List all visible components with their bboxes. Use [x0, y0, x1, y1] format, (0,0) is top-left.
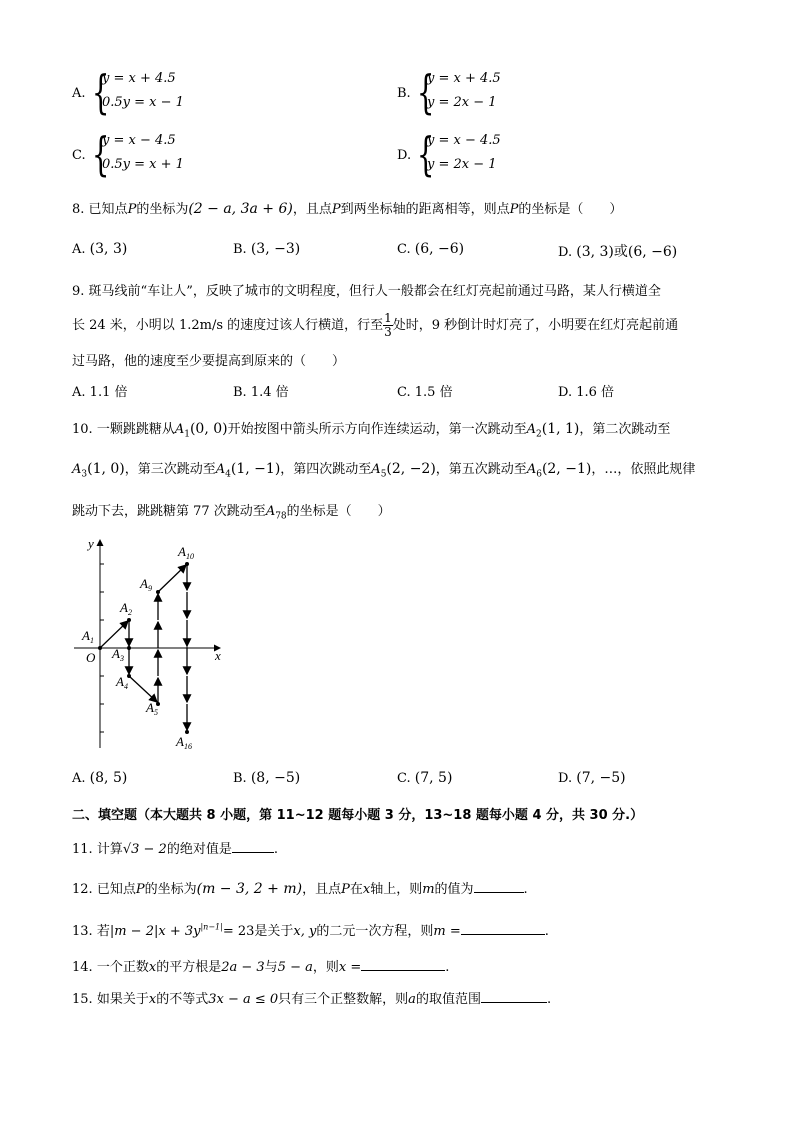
- brace-icon: {: [91, 127, 110, 181]
- y-axis-label: y: [88, 536, 94, 551]
- q8-coord: (2 − a, 3a + 6): [188, 201, 293, 217]
- q8-number: 8.: [72, 202, 85, 217]
- q7-b-label: B.: [397, 86, 411, 101]
- q8-option-d[interactable]: D. (3, 3)或(6, −6): [558, 244, 678, 260]
- label-a3: $A_3$: [112, 646, 124, 663]
- question-14: 14. 一个正数x的平方根是2a − 3与5 − a，则x = .: [72, 960, 450, 975]
- answer-blank[interactable]: [474, 880, 524, 893]
- label-a4: $A_4$: [116, 674, 128, 691]
- q9-line2: [72, 312, 678, 339]
- q10-line3: 跳动下去，跳跳糖第 77 次跳动至$A_{78}$的坐标是（ ）: [72, 504, 391, 522]
- q7-c-eq1: y = x − 4.5: [102, 133, 176, 148]
- q7-d-label: D.: [397, 148, 412, 163]
- answer-blank[interactable]: [361, 958, 445, 971]
- q7-a-label: A.: [72, 86, 86, 101]
- q7-d-eq1: y = x − 4.5: [427, 133, 501, 148]
- q10-line1: 10. 一颗跳跳糖从$A_1(0$, 0)开始按图中箭头所示方向作连续运动，第一次跳动至$A_2(1$, 1)，第二次跳动至: [72, 421, 671, 440]
- question-8: [72, 198, 622, 217]
- q8-text: 的坐标为: [136, 202, 189, 217]
- q8-option-b[interactable]: B. (3, −3): [233, 241, 301, 257]
- brace-icon: {: [416, 127, 435, 181]
- q8-point: P: [331, 202, 341, 217]
- q9-text: 处时，9 秒倒计时灯亮了，小明要在红灯亮起前通: [392, 318, 679, 333]
- question-11: 11. 计算√3 − 2的绝对值是 .: [72, 842, 278, 857]
- q7-b-eq1: y = x + 4.5: [427, 71, 501, 86]
- question-12: 12. 已知点P的坐标为(m − 3, 2 + m)，且点P在x轴上，则m的值为 .: [72, 881, 528, 897]
- answer-blank[interactable]: [232, 840, 274, 853]
- q8-option-c[interactable]: C. (6, −6): [397, 241, 465, 257]
- q10-option-c[interactable]: C. (7, 5): [397, 770, 453, 786]
- brace-icon: {: [416, 65, 435, 119]
- q8-point: P: [509, 202, 519, 217]
- q9-option-a[interactable]: A. 1.1 倍: [72, 385, 128, 400]
- q9-option-d[interactable]: D. 1.6 倍: [558, 385, 615, 400]
- q8-option-a[interactable]: A. (3, 3): [72, 241, 128, 257]
- q8-text: 的坐标是（ ）: [518, 202, 623, 217]
- q10-option-d[interactable]: D. (7, −5): [558, 770, 626, 786]
- brace-icon: {: [91, 65, 110, 119]
- origin-label: O: [86, 650, 96, 665]
- q9-number: 9.: [72, 284, 85, 299]
- q7-a-eq1: y = x + 4.5: [102, 71, 176, 86]
- label-a1: $A_1$: [82, 628, 94, 645]
- label-a16: $A_{16}$: [176, 734, 192, 751]
- label-a2: $A_2$: [120, 600, 132, 617]
- question-15: 15. 如果关于x的不等式3x − a ≤ 0只有三个正整数解，则a的取值范围 .: [72, 992, 552, 1007]
- q8-text: 到两坐标轴的距离相等，则点: [340, 202, 510, 217]
- q9-option-b[interactable]: B. 1.4 倍: [233, 385, 289, 400]
- answer-blank[interactable]: [461, 922, 545, 935]
- q8-text: ，且点: [292, 202, 332, 217]
- section-2-heading: 二、填空题（本大题共 8 小题，第 11~12 题每小题 3 分，13~18 题每小题 4 分，共 30 分.）: [72, 808, 644, 823]
- label-a10: $A_{10}$: [178, 544, 194, 561]
- q9-line1: [72, 280, 661, 299]
- q10-option-b[interactable]: B. (8, −5): [233, 770, 301, 786]
- q10-line2: $A_3(1$, 0)，第三次跳动至$A_4(1$, −1)，第四次跳动至$A_5(2$, −2)，第五次跳动至$A_6(2$, −1)，…，依照此规律: [72, 461, 696, 480]
- q10-option-a[interactable]: A. (8, 5): [72, 770, 128, 786]
- q8-point: P: [127, 202, 137, 217]
- q9-line3: 过马路，他的速度至少要提高到原来的（ ）: [72, 354, 346, 369]
- q7-d-eq2: y = 2x − 1: [427, 157, 497, 172]
- question-13: 13. 若$|m - 2|x + 3y^{|n-1|}= 23$是关于x, y的二元一次方程，则m = .: [72, 922, 549, 939]
- q9-text: 长 24 米，小明以 1.2m/s 的速度过该人行横道，行至: [72, 318, 384, 333]
- q10-figure: [70, 530, 240, 755]
- label-a5: $A_5$: [146, 700, 158, 717]
- q7-b-eq2: y = 2x − 1: [427, 95, 497, 110]
- q7-c-label: C.: [72, 148, 86, 163]
- q9-fraction: $\frac{1}{3}$: [384, 311, 392, 339]
- q9-text: 斑马线前“车让人”，反映了城市的文明程度，但行人一般都会在红灯亮起前通过马路，某人行横道全: [88, 284, 661, 299]
- q7-c-eq2: 0.5y = x + 1: [102, 157, 184, 172]
- label-a9: $A_9$: [140, 576, 152, 593]
- answer-blank[interactable]: [481, 990, 547, 1003]
- q8-text: 已知点: [88, 202, 128, 217]
- q7-a-eq2: 0.5y = x − 1: [102, 95, 184, 110]
- q9-option-c[interactable]: C. 1.5 倍: [397, 385, 453, 400]
- x-axis-label: x: [215, 648, 221, 663]
